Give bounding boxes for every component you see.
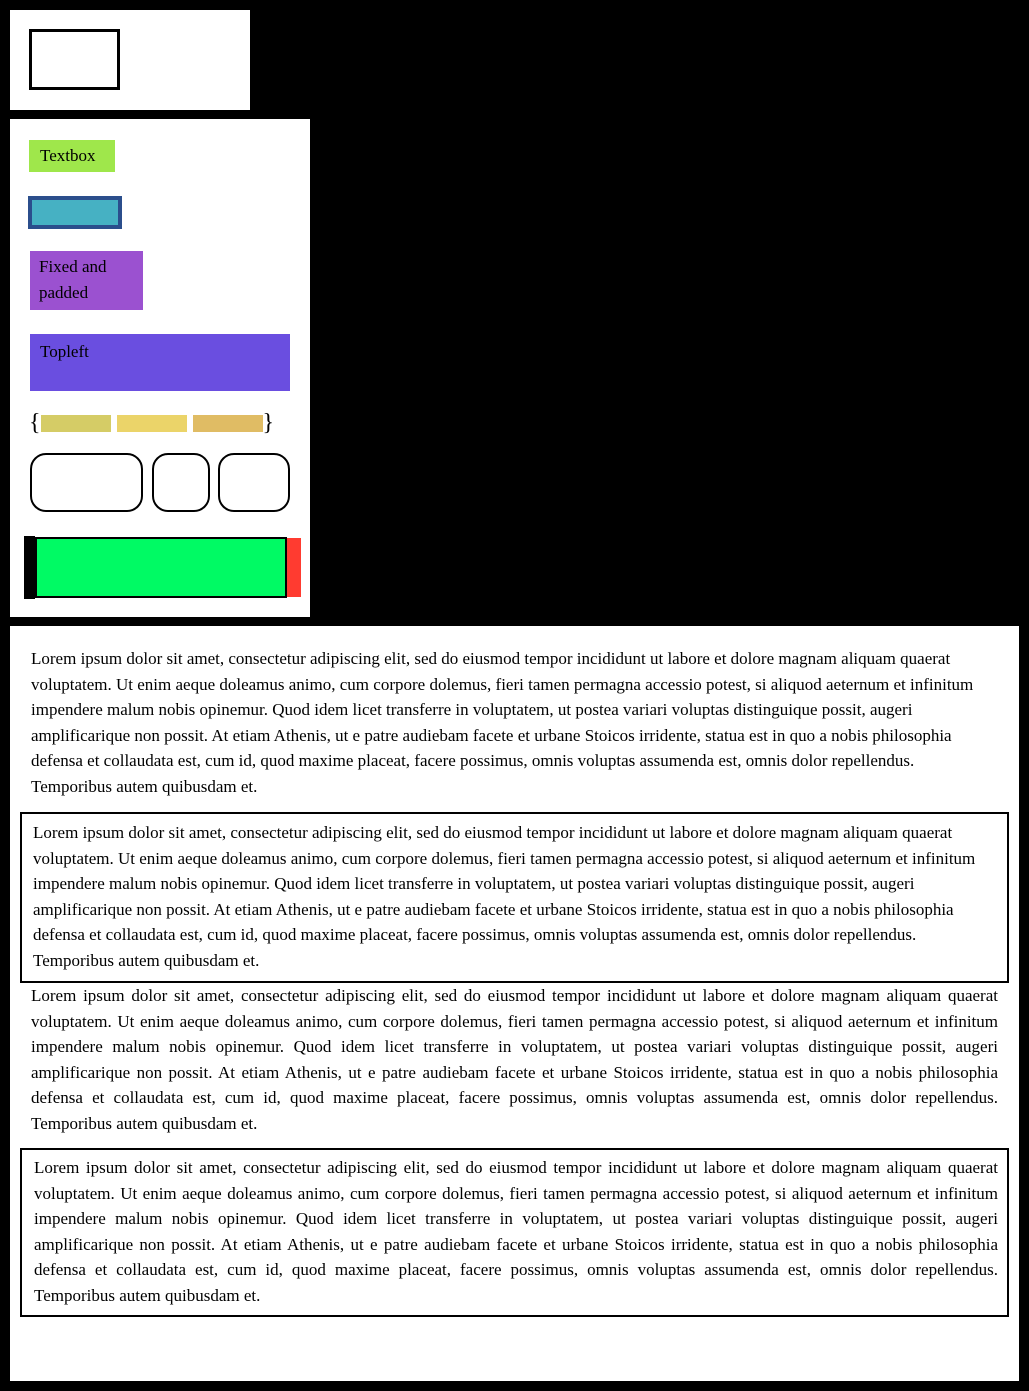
topleft-box: Topleft [30, 334, 290, 391]
open-brace: { [29, 410, 41, 436]
rounded-button-small[interactable] [152, 453, 210, 512]
textbox-widget[interactable]: Textbox [29, 140, 115, 172]
lorem-paragraph-plain: Lorem ipsum dolor sit amet, consectetur adipiscing elit, sed do eiusmod tempor incididunt ut labore et dolore magnam aliquam quaerat voluptatem. Ut enim aeque doleamus animo, cum corpore dolemus, fieri tamen permagna accessio potest, si aliquod aeternum et infinitum impendere malum nobis opinemur. Quod idem licet transferre in voluptatem, ut postea variari voluptas distinguique possit, augeri amplificarique non possit. At etiam Athenis, ut e patre audiebam facete et urbane Stoicos irridente, statua est in quo a nobis philosophia defensa et collaudata est, cum id, quod maxime placeat, facere possimus, omnis voluptas assumenda est, omnis dolor repellendus. Temporibus autem quibusdam et. [31, 649, 974, 796]
top-panel [10, 10, 250, 110]
color-swatch-3 [193, 415, 263, 432]
bar-fill [35, 537, 287, 598]
widget-panel [10, 119, 310, 617]
progress-bar [24, 536, 301, 599]
brace-swatch-row [29, 408, 274, 438]
rounded-button-medium[interactable] [218, 453, 290, 512]
rounded-button-large[interactable] [30, 453, 143, 512]
text-panel [10, 626, 1019, 1381]
lorem-paragraph-justified: Lorem ipsum dolor sit amet, consectetur adipiscing elit, sed do eiusmod tempor incididunt ut labore et dolore magnam aliquam quaerat voluptatem. Ut enim aeque doleamus animo, cum corpore dolemus, fieri tamen permagna accessio potest, si aliquod aeternum et infinitum impendere malum nobis opinemur. Quod idem licet transferre in voluptatem, ut postea variari voluptas distinguique possit, augeri amplificarique non possit. At etiam Athenis, ut e patre audiebam facete et urbane Stoicos irridente, statua est in quo a nobis philosophia defensa et collaudata est, cum id, quod maxime placeat, facere possimus, omnis voluptas assumenda est, omnis dolor repellendus. Temporibus autem quibusdam et. [31, 986, 998, 1133]
teal-input-widget[interactable] [28, 196, 122, 229]
lorem-paragraph-boxed-justified: Lorem ipsum dolor sit amet, consectetur adipiscing elit, sed do eiusmod tempor incididunt ut labore et dolore magnam aliquam quaerat voluptatem. Ut enim aeque doleamus animo, cum corpore dolemus, fieri tamen permagna accessio potest, si aliquod aeternum et infinitum impendere malum nobis opinemur. Quod idem licet transferre in voluptatem, ut postea variari voluptas distinguique possit, augeri amplificarique non possit. At etiam Athenis, ut e patre audiebam facete et urbane Stoicos irridente, statua est in quo a nobis philosophia defensa et collaudata est, cum id, quod maxime placeat, facere possimus, omnis voluptas assumenda est, omnis dolor repellendus. Temporibus autem quibusdam et. [20, 1148, 1009, 1317]
color-swatch-2 [117, 415, 187, 432]
color-swatch-1 [41, 415, 111, 432]
fixed-padded-box: Fixed and padded [30, 251, 143, 310]
bar-left-cap [24, 536, 35, 599]
close-brace: } [262, 410, 275, 436]
outlined-box [29, 29, 120, 90]
rounded-button-row [30, 453, 290, 512]
bar-right-cap [287, 538, 301, 597]
lorem-paragraph-boxed: Lorem ipsum dolor sit amet, consectetur adipiscing elit, sed do eiusmod tempor incididunt ut labore et dolore magnam aliquam quaerat voluptatem. Ut enim aeque doleamus animo, cum corpore dolemus, fieri tamen permagna accessio potest, si aliquod aeternum et infinitum impendere malum nobis opinemur. Quod idem licet transferre in voluptatem, ut postea variari voluptas distinguique possit, augeri amplificarique non possit. At etiam Athenis, ut e patre audiebam facete et urbane Stoicos irridente, statua est in quo a nobis philosophia defensa et collaudata est, cum id, quod maxime placeat, facere possimus, omnis voluptas assumenda est, omnis dolor repellendus. Temporibus autem quibusdam et. [20, 812, 1009, 983]
